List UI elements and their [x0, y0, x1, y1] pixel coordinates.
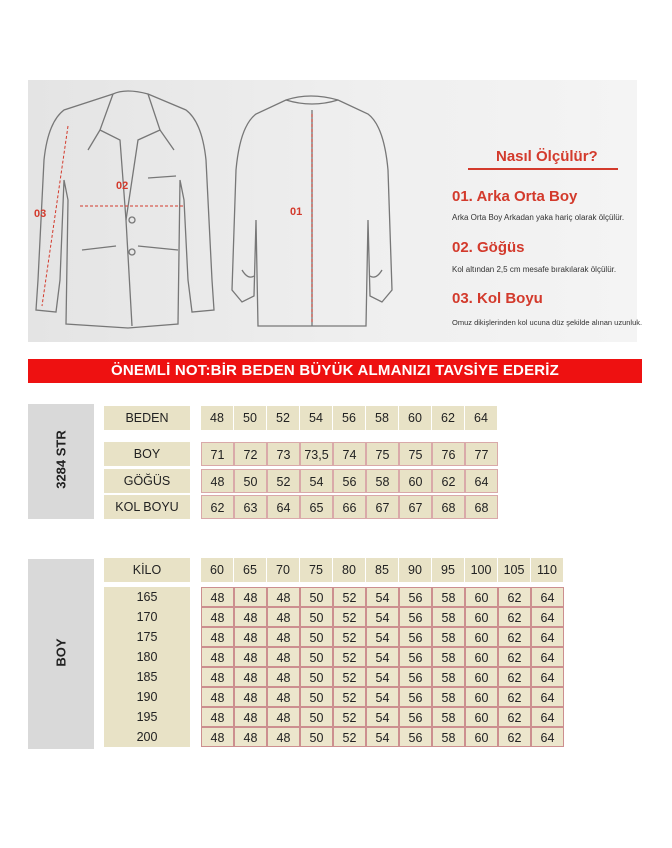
size-value-cell: 54: [300, 469, 333, 493]
jacket-illustration: [28, 80, 637, 342]
height-row-label: 200: [104, 727, 190, 747]
fit-size-cell: 48: [267, 687, 300, 707]
fit-size-cell: 48: [201, 687, 234, 707]
fit-size-cell: 56: [399, 707, 432, 727]
size-header-cell: 52: [267, 406, 299, 430]
height-row-label: 185: [104, 667, 190, 687]
fit-size-cell: 48: [201, 607, 234, 627]
fit-size-cell: 56: [399, 667, 432, 687]
fit-size-cell: 62: [498, 707, 531, 727]
fit-size-cell: 48: [234, 667, 267, 687]
fit-size-cell: 60: [465, 707, 498, 727]
size-header-cell: 58: [366, 406, 398, 430]
fit-size-cell: 50: [300, 707, 333, 727]
fit-size-cell: 56: [399, 607, 432, 627]
fit-size-cell: 52: [333, 607, 366, 627]
fit-size-cell: 50: [300, 647, 333, 667]
fit-size-cell: 48: [267, 647, 300, 667]
fit-size-cell: 54: [366, 607, 399, 627]
fit-size-cell: 58: [432, 647, 465, 667]
weight-header-cell: 80: [333, 558, 365, 582]
fit-size-cell: 54: [366, 647, 399, 667]
fit-size-cell: 54: [366, 627, 399, 647]
size-value-cell: 63: [234, 495, 267, 519]
size-value-cell: 60: [399, 469, 432, 493]
fit-size-cell: 58: [432, 627, 465, 647]
fit-size-cell: 62: [498, 647, 531, 667]
fit-size-cell: 48: [234, 607, 267, 627]
size-table-side-panel: [28, 404, 94, 519]
fit-size-cell: 52: [333, 647, 366, 667]
fit-size-cell: 48: [234, 707, 267, 727]
size-value-cell: 56: [333, 469, 366, 493]
fit-size-cell: 56: [399, 647, 432, 667]
fit-table-side-label: BOY: [53, 638, 69, 667]
size-row-label: GÖĞÜS: [104, 469, 190, 493]
fit-size-cell: 48: [201, 707, 234, 727]
size-header-label: BEDEN: [104, 406, 190, 430]
figure-label-sleeve: 03: [34, 208, 47, 220]
figure-label-chest: 02: [116, 180, 129, 192]
fit-size-cell: 48: [234, 687, 267, 707]
fit-size-cell: 48: [201, 727, 234, 747]
fit-size-cell: 58: [432, 587, 465, 607]
size-value-cell: 72: [234, 442, 267, 466]
step-3-title: 03. Kol Boyu: [452, 290, 543, 307]
step-2-title: 02. Göğüs: [452, 239, 525, 256]
fit-size-cell: 50: [300, 667, 333, 687]
fit-size-cell: 48: [234, 727, 267, 747]
fit-size-cell: 58: [432, 607, 465, 627]
height-row-label: 170: [104, 607, 190, 627]
fit-size-cell: 52: [333, 667, 366, 687]
size-value-cell: 75: [366, 442, 399, 466]
size-table-side-label: 3284 STR: [53, 430, 69, 489]
size-value-cell: 62: [201, 495, 234, 519]
fit-size-cell: 56: [399, 687, 432, 707]
weight-header-cell: 100: [465, 558, 497, 582]
size-value-cell: 68: [465, 495, 498, 519]
weight-header-cell: 110: [531, 558, 563, 582]
weight-header-cell: 85: [366, 558, 398, 582]
size-value-cell: 64: [465, 469, 498, 493]
fit-size-cell: 54: [366, 667, 399, 687]
size-header-cell: 54: [300, 406, 332, 430]
fit-size-cell: 58: [432, 687, 465, 707]
fit-size-cell: 60: [465, 587, 498, 607]
fit-size-cell: 60: [465, 607, 498, 627]
fit-size-cell: 62: [498, 627, 531, 647]
size-value-cell: 65: [300, 495, 333, 519]
how-to-measure-title: Nasıl Ölçülür?: [496, 148, 598, 165]
size-value-cell: 52: [267, 469, 300, 493]
fit-size-cell: 52: [333, 707, 366, 727]
fit-size-cell: 64: [531, 647, 564, 667]
fit-size-cell: 62: [498, 607, 531, 627]
fit-size-cell: 50: [300, 587, 333, 607]
size-value-cell: 62: [432, 469, 465, 493]
height-row-label: 180: [104, 647, 190, 667]
fit-size-cell: 54: [366, 687, 399, 707]
fit-size-cell: 52: [333, 627, 366, 647]
weight-header-cell: 95: [432, 558, 464, 582]
fit-size-cell: 60: [465, 687, 498, 707]
fit-size-cell: 62: [498, 687, 531, 707]
size-header-cell: 48: [201, 406, 233, 430]
fit-size-cell: 64: [531, 667, 564, 687]
fit-size-cell: 64: [531, 727, 564, 747]
size-value-cell: 58: [366, 469, 399, 493]
fit-table-side-panel: [28, 559, 94, 749]
height-row-label: 165: [104, 587, 190, 607]
size-header-cell: 50: [234, 406, 266, 430]
fit-size-cell: 54: [366, 587, 399, 607]
fit-size-cell: 48: [234, 627, 267, 647]
fit-size-cell: 52: [333, 687, 366, 707]
fit-size-cell: 54: [366, 707, 399, 727]
fit-size-cell: 48: [234, 647, 267, 667]
weight-header-cell: 105: [498, 558, 530, 582]
fit-size-cell: 64: [531, 687, 564, 707]
size-value-cell: 67: [366, 495, 399, 519]
size-header-cell: 56: [333, 406, 365, 430]
size-value-cell: 71: [201, 442, 234, 466]
size-value-cell: 73,5: [300, 442, 333, 466]
fit-size-cell: 56: [399, 627, 432, 647]
size-value-cell: 64: [267, 495, 300, 519]
fit-size-cell: 52: [333, 587, 366, 607]
size-row-label: KOL BOYU: [104, 495, 190, 519]
fit-size-cell: 64: [531, 627, 564, 647]
weight-header-cell: 60: [201, 558, 233, 582]
fit-size-cell: 54: [366, 727, 399, 747]
size-row-label: BOY: [104, 442, 190, 466]
fit-size-cell: 48: [201, 647, 234, 667]
fit-size-cell: 60: [465, 727, 498, 747]
height-row-label: 195: [104, 707, 190, 727]
fit-size-cell: 52: [333, 727, 366, 747]
fit-size-cell: 64: [531, 707, 564, 727]
size-value-cell: 74: [333, 442, 366, 466]
fit-size-cell: 62: [498, 587, 531, 607]
fit-size-cell: 48: [267, 587, 300, 607]
size-value-cell: 75: [399, 442, 432, 466]
fit-size-cell: 48: [201, 587, 234, 607]
fit-size-cell: 64: [531, 607, 564, 627]
fit-size-cell: 56: [399, 727, 432, 747]
weight-header-cell: 65: [234, 558, 266, 582]
fit-size-cell: 60: [465, 627, 498, 647]
fit-size-cell: 58: [432, 667, 465, 687]
size-header-cell: 60: [399, 406, 431, 430]
fit-size-cell: 58: [432, 727, 465, 747]
fit-header-label: KİLO: [104, 558, 190, 582]
title-underline: [468, 168, 618, 170]
fit-size-cell: 48: [267, 607, 300, 627]
fit-size-cell: 50: [300, 727, 333, 747]
step-2-desc: Kol altından 2,5 cm mesafe bırakılarak ölçülür.: [452, 265, 617, 274]
weight-header-cell: 90: [399, 558, 431, 582]
weight-header-cell: 75: [300, 558, 332, 582]
fit-size-cell: 56: [399, 587, 432, 607]
front-jacket-drawing: [36, 91, 214, 328]
fit-size-cell: 48: [234, 587, 267, 607]
fit-size-cell: 48: [201, 627, 234, 647]
fit-size-cell: 62: [498, 727, 531, 747]
fit-size-cell: 50: [300, 607, 333, 627]
fit-size-cell: 64: [531, 587, 564, 607]
fit-size-cell: 60: [465, 647, 498, 667]
size-value-cell: 76: [432, 442, 465, 466]
step-3-desc: Omuz dikişlerinden kol ucuna düz şekilde alınan uzunluk.: [452, 318, 643, 327]
fit-size-cell: 48: [267, 727, 300, 747]
measurement-guide-banner: [28, 80, 643, 342]
size-header-cell: 64: [465, 406, 497, 430]
height-row-label: 190: [104, 687, 190, 707]
height-row-label: 175: [104, 627, 190, 647]
step-1-title: 01. Arka Orta Boy: [452, 188, 578, 205]
size-value-cell: 66: [333, 495, 366, 519]
fit-size-cell: 50: [300, 627, 333, 647]
size-value-cell: 73: [267, 442, 300, 466]
fit-size-cell: 58: [432, 707, 465, 727]
weight-header-cell: 70: [267, 558, 299, 582]
fit-size-cell: 60: [465, 667, 498, 687]
fit-size-cell: 48: [267, 667, 300, 687]
step-1-desc: Arka Orta Boy Arkadan yaka hariç olarak ölçülür.: [452, 213, 625, 222]
fit-size-cell: 62: [498, 667, 531, 687]
size-value-cell: 77: [465, 442, 498, 466]
size-value-cell: 67: [399, 495, 432, 519]
size-header-cell: 62: [432, 406, 464, 430]
size-value-cell: 50: [234, 469, 267, 493]
fit-size-cell: 48: [201, 667, 234, 687]
figure-label-back-length: 01: [290, 206, 303, 218]
size-value-cell: 68: [432, 495, 465, 519]
fit-size-cell: 50: [300, 687, 333, 707]
fit-size-cell: 48: [267, 707, 300, 727]
size-value-cell: 48: [201, 469, 234, 493]
fit-size-cell: 48: [267, 627, 300, 647]
important-notice: ÖNEMLİ NOT:BİR BEDEN BÜYÜK ALMANIZI TAVSİYE EDERİZ: [28, 359, 642, 383]
